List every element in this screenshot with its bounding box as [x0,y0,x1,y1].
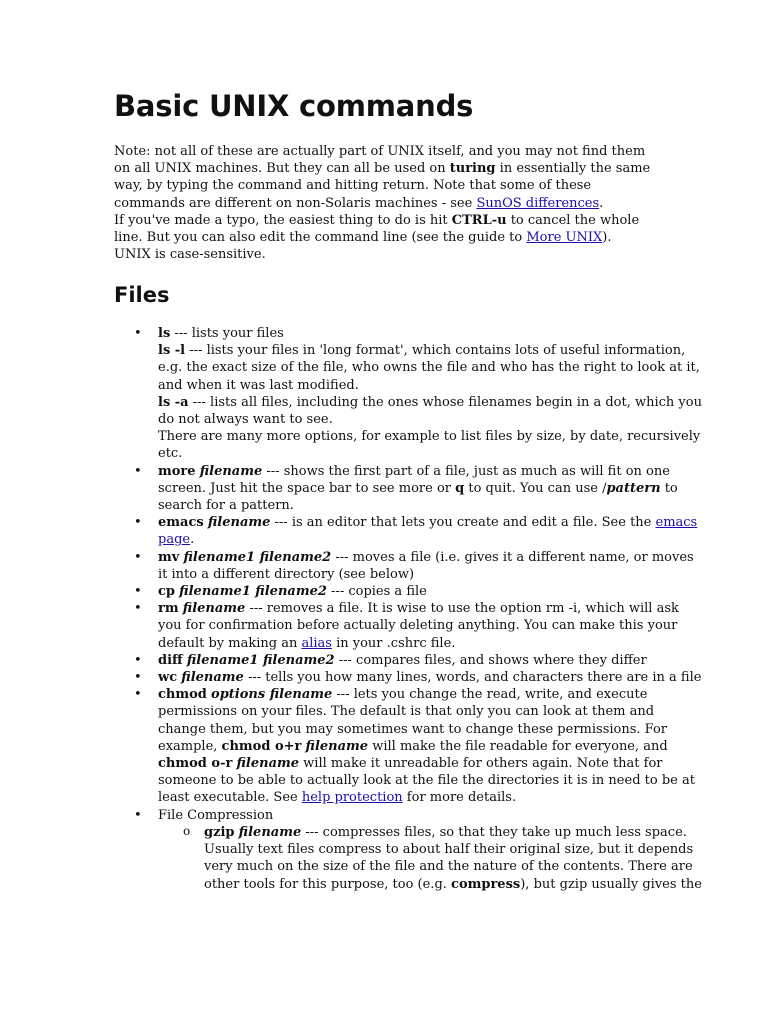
ctrl-u-key: CTRL-u [451,212,507,228]
intro-case: UNIX is case-sensitive. [114,247,266,263]
list-item-rm [158,600,704,652]
command-arg: filename [236,756,300,772]
command-desc: ), but gzip usually gives the [520,876,702,892]
command-arg: filename1 filename2 [186,652,335,668]
list-item-ls [158,325,704,463]
command-arg: filename [182,601,246,617]
command-name: rm [158,601,179,617]
list-item-chmod [158,686,704,806]
alias-link[interactable]: alias [301,635,332,651]
list-item-diff [158,652,704,669]
command-desc: to search for a pattern. [158,480,678,514]
files-list [114,325,704,893]
command-arg: filename [207,515,271,531]
command-name: wc [158,670,178,686]
command-desc: --- moves a file (i.e. gives it a different name, or moves it into a different directory (see below) [158,549,694,582]
help-protection-link[interactable]: help protection [301,790,403,806]
intro-text: If you've made a typo, the easiest thing to do is hit [114,212,452,228]
command-arg: filename [181,670,244,686]
more-unix-link[interactable]: More UNIX [526,230,603,246]
command-arg: filename [238,824,302,840]
command-name: emacs [158,515,204,531]
command-desc: --- removes a file. It is wise to use the option rm -i, which will ask you for confirmation before actually deleting anything. You can make this your default by making an [158,601,679,651]
command-arg: filename1 filename2 [179,584,327,600]
command-desc: --- compresses files, so that they take up much less space. Usually text files compress to about half their original size, but it depends very much on the size of the file and the nature of the contents. There are other tools for this purpose, too (e.g. [204,824,694,892]
command-desc: --- compares files, and shows where they differ [334,652,647,668]
command-arg: filename [199,463,263,479]
emacs-page-link[interactable]: emacs page [158,515,698,548]
intro-text: . [599,195,604,211]
example-command: chmod o-r [158,756,233,772]
command-name: chmod [158,687,207,703]
command-desc: --- is an editor that lets you create and edit a file. See the [270,515,656,531]
command-name: cp [158,584,176,600]
pattern-arg: pattern [606,480,661,496]
page-title: Basic UNIX commands [114,89,474,123]
command-desc: --- lists your files [170,326,284,341]
compression-sublist [158,824,704,893]
command-arg: filename [305,738,369,754]
command-desc: for more details. [402,790,517,806]
list-item-mv [158,549,704,583]
intro-section [114,143,660,263]
intro-text: ). [602,230,612,246]
intro-text: in essentially the same way, by typing the command and hitting return. Note that some of these commands are different on non-Solaris machines - see [114,161,651,211]
list-item-emacs [158,514,704,548]
command-name: ls -l [158,343,186,359]
command-desc: to quit. You can use / [464,480,607,496]
turing-term: turing [449,161,496,177]
command-desc: --- lists all files, including the ones whose filenames begin in a dot, which you do not always want to see. [158,394,702,428]
list-item-wc [158,669,704,686]
command-desc: --- lets you change the read, write, and execute permissions on your files. The default is that only you can look at them and change them, but you may sometimes want to change these permissions. For example, [158,687,668,754]
intro-typo [114,212,660,246]
command-name: ls [158,326,171,341]
command-desc: will make the file readable for everyone, and [368,738,668,754]
command-name: gzip [204,824,235,840]
compress-term: compress [451,876,521,892]
command-desc: in your .cshrc file. [331,635,456,651]
sublist-item-gzip [204,824,704,893]
example-command: chmod o+r [221,738,302,754]
command-desc: --- shows the first part of a file, just as much as will fit on one screen. Just hit the space bar to see more or [158,463,670,496]
list-item-more [158,463,704,515]
command-name: mv [158,549,180,565]
quit-key: q [455,480,465,496]
command-desc: --- tells you how many lines, words, and characters there are in a file [243,670,702,686]
command-desc: --- copies a file [326,584,427,600]
intro-text: Note: not all of these are actually part of UNIX itself, and you may not find them on all UNIX machines. But they can all be used on [114,144,646,177]
command-desc: There are many more options, for example to list files by size, by date, recursively etc. [158,429,701,462]
command-desc: --- lists your files in 'long format', which contains lots of useful information, e.g. the exact size of the file, who owns the file and who has the right to look at it, and when it was last modified. [158,343,700,393]
compression-label: • File Compression [158,807,274,823]
command-name: ls -a [158,394,189,410]
sunos-differences-link[interactable]: SunOS differences [476,195,600,211]
command-desc: . [190,532,195,548]
intro-text: to cancel the whole line. But you can also edit the command line (see the guide to [114,212,640,246]
intro-note [114,143,660,212]
command-desc: will make it unreadable for others again. Note that for someone to be able to actually look at the file the directories it is in need to be at least executable. See [158,756,695,806]
command-arg: options filename [211,687,333,703]
command-name: more [158,463,196,479]
list-item-cp [158,583,704,600]
command-arg: filename1 filename2 [183,549,332,565]
list-item-compression [158,807,704,893]
files-heading: Files [114,283,170,307]
command-name: diff [158,652,183,668]
